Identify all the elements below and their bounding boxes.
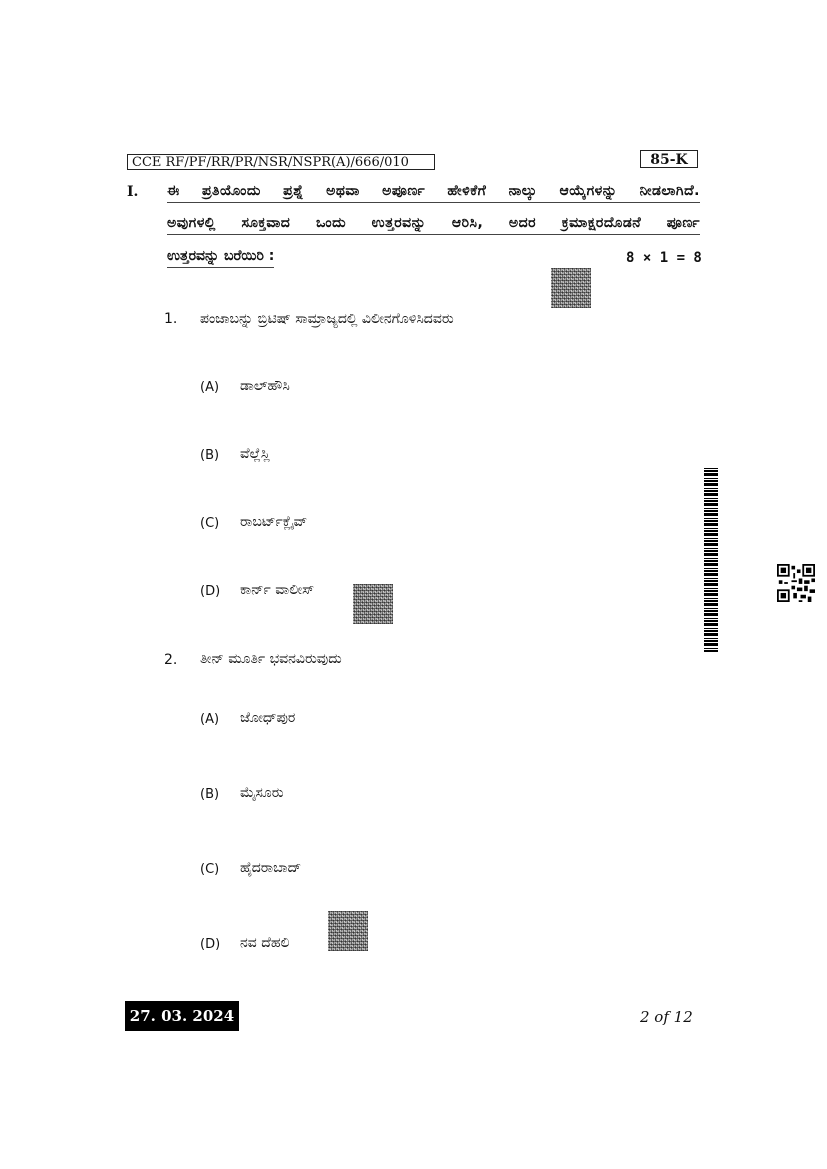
- instruction-line-2: ಅವುಗಳಲ್ಲಿ ಸೂಕ್ತವಾದ ಒಂದು ಉತ್ತರವನ್ನು ಆರಿಸಿ, ಅದರ ಕ್ರಮಾಕ್ಷರದೊಡನೆ ಪೂರ್ಣ: [167, 212, 700, 235]
- option-text: ವೆಲ್ಲೆಸ್ಲಿ: [240, 446, 270, 462]
- option-text: ರಾಬರ್ಟ್‌ಕ್ಲೈವ್: [240, 514, 308, 530]
- option-label: (C): [200, 862, 220, 877]
- watermark-image: [328, 911, 368, 951]
- question-text: ತೀನ್ ಮೂರ್ತಿ ಭವನವಿರುವುದು: [200, 651, 342, 667]
- option-label: (B): [200, 787, 220, 802]
- series-code-box: CCE RF/PF/RR/PR/NSR/NSPR(A)/666/010: [127, 154, 435, 170]
- instruction-line-3: ಉತ್ತರವನ್ನು ಬರೆಯಿರಿ :: [167, 248, 274, 268]
- qr-code-icon: [777, 564, 815, 602]
- watermark-image: [551, 268, 591, 308]
- option-text: ನವ ದೆಹಲಿ: [240, 935, 290, 951]
- option-text: ಜೋಧ್‌ಪುರ: [240, 710, 296, 726]
- question-number: 1.: [164, 311, 178, 327]
- barcode-icon: [704, 468, 718, 652]
- option-label: (A): [200, 712, 220, 727]
- marks-label: 8 × 1 = 8: [626, 250, 702, 266]
- exam-date: 27. 03. 2024: [125, 1001, 239, 1031]
- section-number: I.: [127, 184, 139, 200]
- page-number: 2 of 12: [640, 1008, 693, 1026]
- paper-code-box: 85-K: [640, 150, 698, 168]
- option-text: ಕಾರ್ನ್ ವಾಲೀಸ್: [240, 582, 315, 598]
- watermark-image: [353, 584, 393, 624]
- option-text: ಡಾಲ್‌ಹೌಸಿ: [240, 378, 290, 394]
- option-label: (B): [200, 448, 220, 463]
- question-number: 2.: [164, 652, 178, 668]
- option-text: ಹೈದರಾಬಾದ್: [240, 860, 302, 876]
- option-label: (D): [200, 937, 221, 952]
- instruction-line-1: ಈ ಪ್ರತಿಯೊಂದು ಪ್ರಶ್ನೆ ಅಥವಾ ಅಪೂರ್ಣ ಹೇಳಿಕೆಗೆ ನಾಲ್ಕು ಆಯ್ಕೆಗಳನ್ನು ನೀಡಲಾಗಿದೆ.: [167, 180, 700, 203]
- option-label: (D): [200, 584, 221, 599]
- option-label: (A): [200, 380, 220, 395]
- option-text: ಮೈಸೂರು: [240, 785, 284, 801]
- question-text: ಪಂಜಾಬನ್ನು ಬ್ರಿಟಿಷ್ ಸಾಮ್ರಾಜ್ಯದಲ್ಲಿ ವಿಲೀನಗೊಳಿಸಿದವರು: [200, 311, 454, 327]
- option-label: (C): [200, 516, 220, 531]
